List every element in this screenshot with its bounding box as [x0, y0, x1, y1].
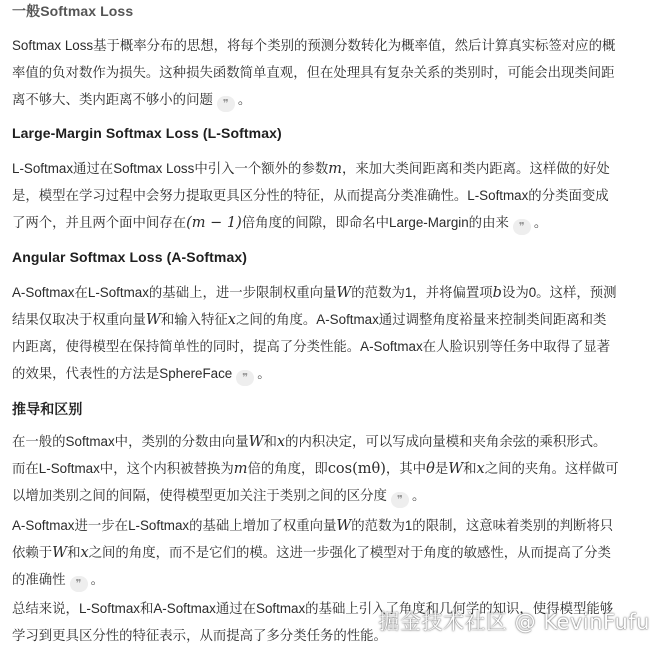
math-W: W — [248, 434, 264, 450]
text-line: 而在L-Softmax中，这个内积被替换为m倍的角度，即cos(mθ)，其中θ是W和x之间的夹角。这样做可 — [12, 461, 619, 477]
text-line: A-Softmax进一步在L-Softmax的基础上增加了权重向量W的范数为1的限制，这意味着类别的判断将只 — [12, 518, 614, 534]
watermark: 掘金技术社区 @ KevinFufu — [378, 610, 650, 634]
text-line: 了两个，并且两个面中间存在(m − 1)倍角度的间隙，即命名中Large-Margin的由来 ❞ 。 — [12, 215, 548, 233]
text-line: 率值的负对数作为损失。这种损失函数简单直观，但在处理具有复杂关系的类别时，可能会出现类间距 — [12, 65, 615, 80]
heading-l-softmax: Large-Margin Softmax Loss (L-Softmax) — [12, 125, 282, 141]
text-line: Softmax Loss基于概率分布的思想，将每个类别的预测分数转化为概率值，然后计算真实标签对应的概 — [12, 38, 616, 53]
citation-icon[interactable]: ❞ — [236, 370, 254, 386]
citation-icon[interactable]: ❞ — [70, 576, 88, 592]
text-line: A-Softmax在L-Softmax的基础上，进一步限制权重向量W的范数为1，并将偏置项b设为0。这样，预测 — [12, 285, 617, 301]
paragraph-a-softmax-constraint — [12, 512, 660, 593]
paragraph-l-softmax — [12, 155, 660, 236]
math-W: W — [52, 545, 68, 561]
text-line: 的效果，代表性的方法是SphereFace ❞ 。 — [12, 366, 271, 384]
text-line: 结果仅取决于权重向量W和输入特征x之间的角度。A-Softmax通过调整角度裕量来控制类间距离和类 — [12, 312, 607, 328]
math-x: x — [476, 461, 485, 477]
math-b: b — [492, 285, 502, 301]
citation-icon[interactable]: ❞ — [391, 492, 409, 508]
math-m: m — [328, 161, 342, 177]
paragraph-softmax — [12, 32, 660, 113]
math-theta: θ — [426, 461, 435, 477]
math-m-minus-1: (m − 1) — [186, 215, 242, 231]
heading-derivation: 推导和区别 — [12, 401, 83, 417]
text-line: 内距离，使得模型在保持简单性的同时，提高了分类性能。A-Softmax在人脸识别等任务中取得了显著 — [12, 339, 611, 354]
section-title: 一般Softmax Loss — [12, 3, 134, 19]
math-x: x — [227, 312, 236, 328]
citation-icon[interactable]: ❞ — [513, 219, 531, 235]
heading-a-softmax: Angular Softmax Loss (A-Softmax) — [12, 249, 247, 265]
math-W: W — [336, 518, 352, 534]
text-line: 在一般的Softmax中，类别的分数由向量W和x的内积决定，可以写成向量模和夹角余弦的乘积形式。 — [12, 434, 607, 450]
math-W: W — [145, 312, 161, 328]
text-line: 以增加类别之间的间隔，使得模型更加关注于类别之间的区分度 ❞ 。 — [12, 488, 426, 506]
math-x: x — [80, 545, 89, 561]
text-line: 总结来说，L-Softmax和A-Softmax通过在Softmax的基础上引入了角度和几何学的知识，使得模型能够 — [12, 601, 614, 616]
paragraph-derivation — [12, 428, 660, 509]
math-W: W — [448, 461, 464, 477]
citation-icon[interactable]: ❞ — [217, 96, 235, 112]
text-line: 依赖于W和x之间的角度，而不是它们的模。这进一步强化了模型对于角度的敏感性，从而提高了分类 — [12, 545, 611, 561]
math-cos-m-theta: cos(mθ) — [327, 461, 386, 477]
math-m: m — [233, 461, 248, 477]
text-line: 是，模型在学习过程中会努力提取更具区分性的特征，从而提高分类准确性。L-Softmax的分类面变成 — [12, 188, 609, 203]
math-W: W — [336, 285, 352, 301]
text-line: L-Softmax通过在Softmax Loss中引入一个额外的参数m，来加大类间距离和类内距离。这样做的好处 — [12, 161, 610, 177]
text-line: 离不够大、类内距离不够小的问题 ❞ 。 — [12, 92, 252, 110]
text-line: 的准确性 ❞ 。 — [12, 572, 104, 590]
paragraph-a-softmax — [12, 279, 660, 387]
math-x: x — [276, 434, 286, 450]
text-line: 学习到更具区分性的特征表示，从而提高了多分类任务的性能。 — [12, 628, 387, 643]
